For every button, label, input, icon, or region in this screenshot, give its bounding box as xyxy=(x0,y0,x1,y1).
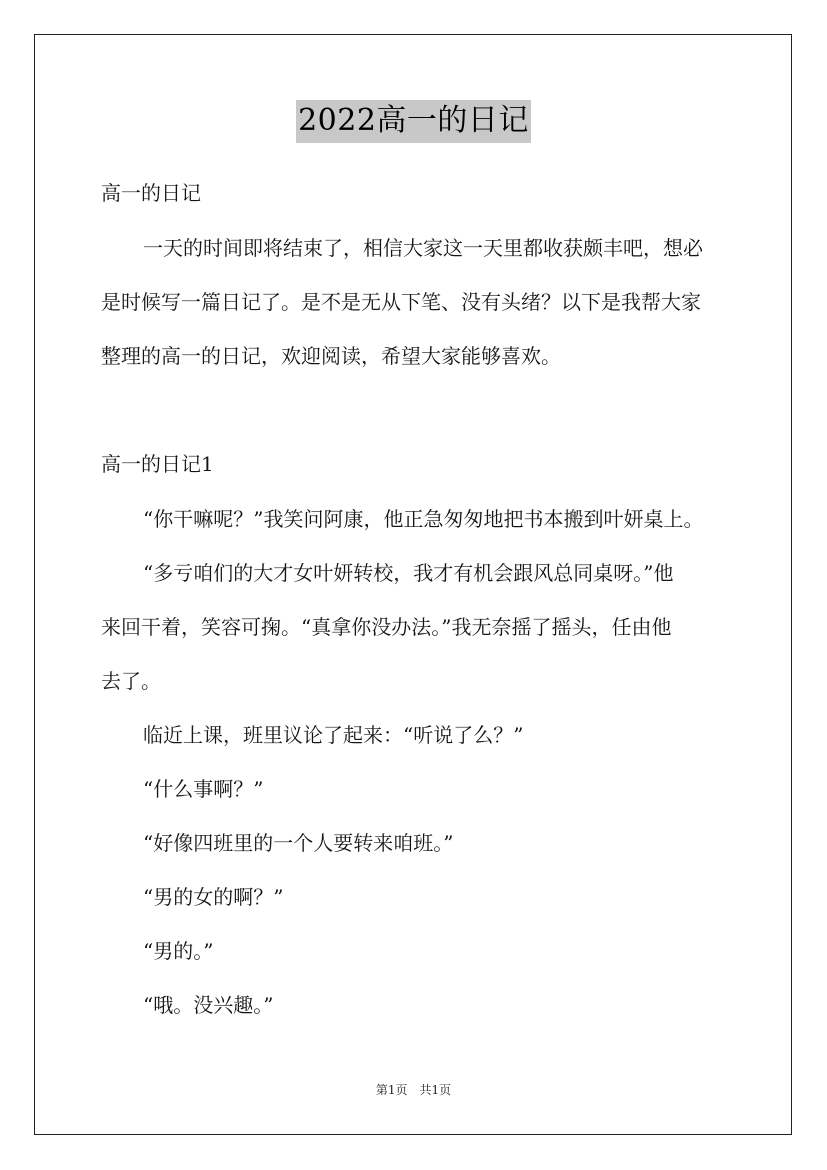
dialogue-line: “什么事啊？” xyxy=(143,777,264,801)
section-heading: 高一的日记 xyxy=(101,181,201,205)
page-number: 第1页 xyxy=(375,1083,408,1097)
dialogue-line: “哦。没兴趣。” xyxy=(143,993,274,1017)
dialogue-line: “男的女的啊？” xyxy=(143,885,284,909)
dialogue-line: “好像四班里的一个人要转来咱班。” xyxy=(143,831,454,855)
diary-paragraph-line: 临近上课，班里议论了起来：“听说了么？” xyxy=(143,723,524,747)
dialogue-line: “男的。” xyxy=(143,939,214,963)
diary-paragraph-line: 来回干着，笑容可掬。“真拿你没办法。”我无奈摇了摇头，任由他 xyxy=(101,615,672,639)
diary-paragraph-line: 去了。 xyxy=(101,669,161,693)
intro-paragraph-line: 一天的时间即将结束了，相信大家这一天里都收获颇丰吧，想必 xyxy=(143,236,703,260)
page-total: 共1页 xyxy=(419,1083,452,1097)
intro-paragraph-line: 是时候写一篇日记了。是不是无从下笔、没有头绪？以下是我帮大家 xyxy=(101,290,701,314)
diary-paragraph-line: “多亏咱们的大才女叶妍转校，我才有机会跟风总同桌呀。”他 xyxy=(143,561,674,585)
page-footer xyxy=(0,1082,827,1098)
title-container xyxy=(0,100,827,143)
diary-paragraph-line: “你干嘛呢？”我笑问阿康，他正急匆匆地把书本搬到叶妍桌上。 xyxy=(143,507,704,531)
document-title: 2022高一的日记 xyxy=(296,100,531,143)
diary-heading: 高一的日记1 xyxy=(101,452,214,476)
intro-paragraph-line: 整理的高一的日记，欢迎阅读，希望大家能够喜欢。 xyxy=(101,344,561,368)
